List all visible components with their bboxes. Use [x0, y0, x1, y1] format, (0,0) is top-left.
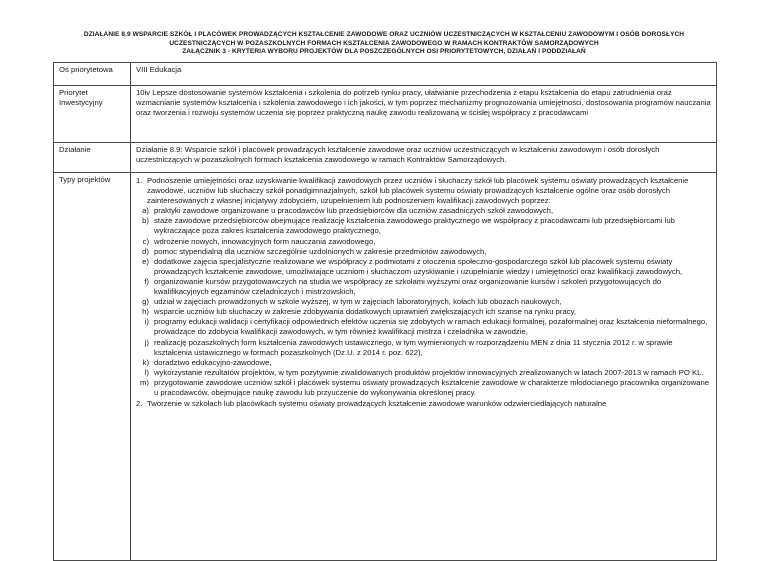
table-row: [54, 86, 717, 143]
sub-item-text: wdrożenie nowych, innowacyjnych form nauczania zawodowego,: [154, 236, 376, 246]
list-item: [136, 399, 711, 409]
item-number: 1.: [136, 176, 143, 185]
project-types-cell: [131, 173, 717, 561]
sub-item-letter: b): [142, 216, 149, 226]
sub-list-item: [136, 206, 711, 216]
sub-item-letter: f): [144, 276, 149, 286]
sub-item-letter: d): [142, 246, 149, 256]
sub-item-text: wsparcie uczniów lub słuchaczy w zakresie zdobywania dodatkowych uprawnień zwiększających ich szanse na rynku pracy,: [154, 307, 577, 317]
sub-item-letter: c): [142, 236, 149, 246]
sub-list-item: [136, 257, 711, 277]
sub-item-text: wykorzystanie rezultatów projektów, w tym pozytywnie zwalidowanych produktów projektów innowacyjnych zrealizowanych w latach 2007-2013 w ramach PO KL.: [154, 367, 704, 377]
row-value: VIII Edukacja: [131, 63, 717, 86]
row-value: Działanie 8.9: Wsparcie szkół i placówek prowadzących kształcenie zawodowe oraz uczniów uczestniczących w kształceniu zawodowym i osób dorosłych uczestniczących w pozaszkolnych formach kształcenia zawodowego w ramach Kontraktów Samorządowych.: [131, 143, 717, 173]
sub-list-item: [136, 297, 711, 307]
sub-item-text: praktyki zawodowe organizowane u pracodawców lub przedsiębiorców dla uczniów zasadniczych szkół zawodowych,: [154, 206, 554, 216]
sub-item-letter: l): [144, 367, 149, 377]
row-value: 10iv Lepsze dostosowanie systemów kształcenia i szkolenia do potrzeb rynku pracy, ułatwianie przechodzenia z etapu kształcenia do etapu zatrudnienia oraz wzmacnianie systemów kształcenia i szkolenia zawodowego i ich jakości, w tym poprzez mechanizmy prognozowania umiejętności, dostosowania programów nauczania oraz tworzenia i rozwoju systemów uczenia się poprzez praktyczną naukę zawodu realizowaną w ścisłej współpracy z pracodawcami: [131, 86, 717, 143]
sub-list-item: [136, 247, 711, 257]
sub-item-letter: j): [144, 337, 149, 347]
list-item: [136, 176, 711, 206]
sub-list-item: [136, 237, 711, 247]
sub-item-letter: m): [140, 377, 149, 387]
sub-item-text: pomoc stypendialną dla uczniów szczególnie uzdolnionych w zakresie przedmiotów zawodowych,: [154, 246, 487, 256]
item-text: Podnoszenie umiejętności oraz uzyskiwanie kwalifikacji zawodowych przez uczniów i słuchaczy szkół lub placówek systemu oświaty prowadzących kształcenie zawodowe, uczniów lub słuchaczy szkół ponadgimnazjalnych, szkół lub placówek systemu oświaty prowadzących kształcenie ogólne oraz osób dorosłych zainteresowanych z własnej inicjatywy zdobyciem, uzupełnieniem lub podnoszeniem kwalifikacji zawodowych poprzez:: [147, 176, 689, 206]
sub-list-item: [136, 216, 711, 236]
sub-item-text: przygotowanie zawodowe uczniów szkół i placówek systemu oświaty prowadzących kształcenie zawodowe w charakterze młodocianego pracownika organizowane u pracodawców, obejmujące naukę zawodu lub przyuczenie do wykonywania określonej pracy.: [154, 377, 710, 397]
header-line-2: UCZESTNICZĄCYCH W POZASZKOLNYCH FORMACH KSZTAŁCENIA ZAWODOWEGO W RAMACH KONTRAKTÓW SAMORZĄDOWYCH: [169, 39, 599, 47]
sub-item-text: programy edukacji walidacji i certyfikacji odpowiednich efektów uczenia się zdobytych w ramach edukacji formalnej, pozaformalnej oraz kształcenia nieformalnego, prowadzące do zdobycia kwalifikacji zawodowych, w tym również kwalifikacji mistrza i czeladnika w zawodzie,: [154, 317, 708, 337]
row-label: Oś priorytetowa: [54, 63, 131, 86]
sub-list-item: [136, 368, 711, 378]
sub-item-text: udział w zajęciach prowadzonych w szkole wyższej, w tym w zajęciach laboratoryjnych, kołach lub obozach naukowych,: [154, 297, 562, 307]
row-label: Typy projektów: [54, 173, 131, 561]
sub-list-item: [136, 307, 711, 317]
sub-item-letter: g): [142, 297, 149, 307]
sub-item-letter: h): [142, 307, 149, 317]
sub-list-item: [136, 338, 711, 358]
sub-list-item: [136, 277, 711, 297]
sub-item-letter: e): [142, 256, 149, 266]
sub-list: [136, 206, 711, 398]
document-header: [30, 31, 738, 57]
sub-list-item: [136, 378, 711, 398]
row-label: Priorytet Inwestycyjny: [54, 86, 131, 143]
item-number: 2.: [136, 399, 143, 409]
sub-item-letter: a): [142, 206, 149, 216]
sub-item-letter: i): [144, 317, 149, 327]
criteria-table: [53, 62, 717, 561]
sub-item-letter: k): [142, 357, 149, 367]
header-line-1: DZIAŁANIE 8.9 WSPARCIE SZKÓŁ I PLACÓWEK PROWADZĄCYCH KSZTAŁCENIE ZAWODOWE ORAZ UCZNIÓW UCZESTNICZĄCYCH W KSZTAŁCENIU ZAWODOWYM I OSÓB DOROSŁYCH: [83, 31, 685, 38]
header-line-3: ZAŁĄCZNIK 3 - KRYTERIA WYBORU PROJEKTÓW DLA POSZCZEGÓLNYCH OSI PRIORYTETOWYCH, DZIAŁAŃ I PODDZIAŁAŃ: [182, 48, 586, 56]
table-row: [54, 143, 717, 173]
row-label: Działanie: [54, 143, 131, 173]
sub-item-text: dodatkowe zajęcia specjalistyczne realizowane we współpracy z podmiotami z otoczenia społeczno-gospodarczego szkół lub placówek systemu oświaty prowadzących kształcenie zawodowe, umożliwiające uczniom i słuchaczom uzyskiwanie i uzupełnianie wiedzy i umiejętności oraz kwalifikacji zawodowych,: [154, 256, 683, 276]
sub-item-text: realizację pozaszkolnych form kształcenia zawodowych ustawicznego, w tym wymienionych w rozporządzeniu MEN z dnia 11 stycznia 2012 r. w sprawie kształcenia ustawicznego w formach pozaszkolnych (Dz.U. z 2014 r. poz. 622),: [154, 337, 673, 357]
table-row: [54, 173, 717, 561]
sub-list-item: [136, 317, 711, 337]
sub-item-text: organizowanie kursów przygotowawczych na studia we współpracy ze szkołami wyższymi oraz organizowanie kursów i szkoleń przygotowujących do kwalifikacyjnych egzaminów czeladniczych i mistrzowskich,: [154, 276, 662, 297]
sub-list-item: [136, 358, 711, 368]
table-row: [54, 63, 717, 86]
item-text: Tworzenie w szkołach lub placówkach systemu oświaty prowadzących kształcenie zawodowe warunków odzwierciedlających naturalne: [147, 399, 607, 409]
sub-item-text: staże zawodowe przedsiębiorców obejmujące realizację kształcenia zawodowego praktycznego we współpracy z pracodawcami lub przedsiębiorcami lub wykraczające poza zakres kształcenia zawodowego praktycznego,: [154, 216, 675, 236]
sub-item-text: doradztwo edukacyjno-zawodowe,: [154, 357, 272, 367]
